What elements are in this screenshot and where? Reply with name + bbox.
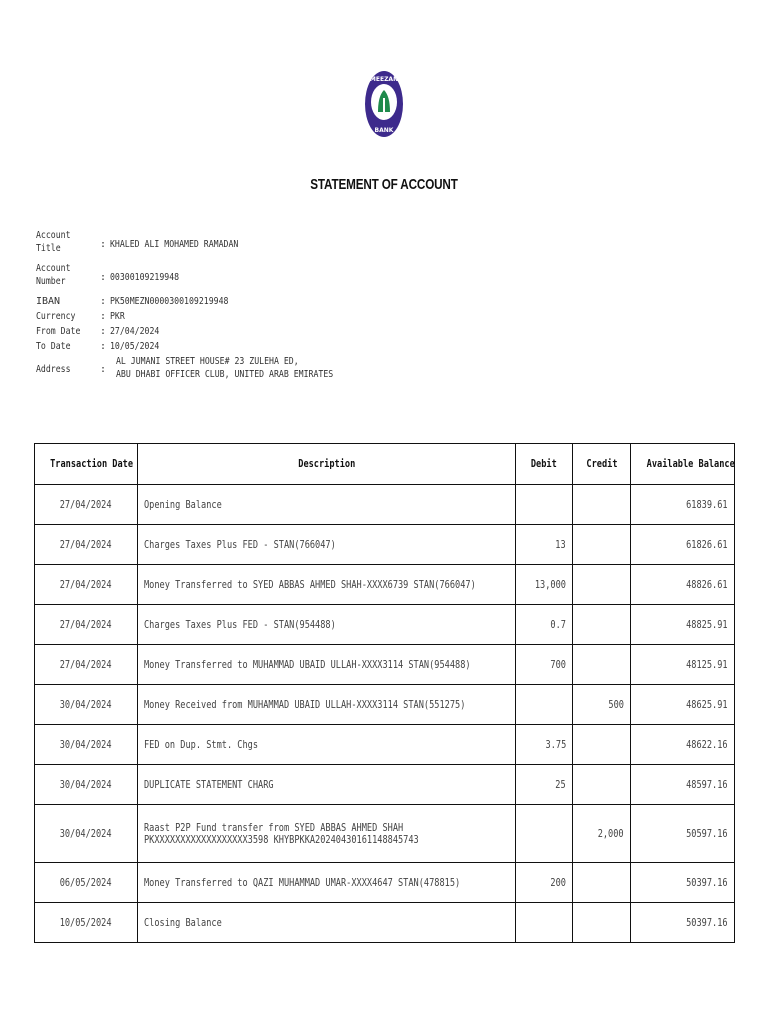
cell-description: Raast P2P Fund transfer from SYED ABBAS AHMED SHAH PKXXXXXXXXXXXXXXXXXX3598 KHYBPKKA20240430161148845743 [138, 805, 516, 863]
table-row [35, 765, 735, 805]
cell-credit [573, 863, 631, 903]
cell-credit [573, 565, 631, 605]
cell-date: 27/04/2024 [35, 645, 138, 685]
table-row [35, 565, 735, 605]
cell-balance: 48825.91 [631, 605, 735, 645]
cell-debit [516, 685, 573, 725]
cell-credit [573, 765, 631, 805]
iban-label: IBAN [36, 296, 61, 307]
table-row [35, 725, 735, 765]
cell-debit: 0.7 [516, 605, 573, 645]
cell-description: Money Received from MUHAMMAD UBAID ULLAH-XXXX3114 STAN(551275) [138, 685, 516, 725]
cell-debit: 13 [516, 525, 573, 565]
from-date-value: 27/04/2024 [110, 326, 160, 337]
table-row [35, 685, 735, 725]
from-date-label: From Date [36, 326, 81, 337]
table-row [35, 605, 735, 645]
table-row [35, 863, 735, 903]
account-title-label: Account Title [36, 230, 71, 254]
cell-date: 30/04/2024 [35, 725, 138, 765]
cell-credit [573, 903, 631, 943]
cell-balance: 48125.91 [631, 645, 735, 685]
cell-date: 27/04/2024 [35, 525, 138, 565]
logo-text-bottom: BANK [374, 127, 394, 134]
cell-debit: 13,000 [516, 565, 573, 605]
cell-debit [516, 805, 573, 863]
header-credit: Credit [573, 444, 631, 485]
cell-description: Charges Taxes Plus FED - STAN(766047) [138, 525, 516, 565]
cell-date: 27/04/2024 [35, 565, 138, 605]
header-description: Description [138, 444, 516, 485]
table-row [35, 485, 735, 525]
table-row [35, 645, 735, 685]
cell-balance: 61839.61 [631, 485, 735, 525]
cell-balance: 50397.16 [631, 863, 735, 903]
cell-description: Charges Taxes Plus FED - STAN(954488) [138, 605, 516, 645]
address-value: AL JUMANI STREET HOUSE# 23 ZULEHA ED, ABU DHABI OFFICER CLUB, UNITED ARAB EMIRATES [116, 356, 334, 380]
cell-balance: 48625.91 [631, 685, 735, 725]
cell-debit: 25 [516, 765, 573, 805]
cell-credit [573, 605, 631, 645]
cell-credit [573, 485, 631, 525]
cell-debit [516, 903, 573, 943]
iban-value: PK50MEZN0000300109219948 [110, 296, 229, 307]
table-header-row [35, 444, 735, 485]
header-available-balance: Available Balance [631, 444, 735, 485]
header-transaction-date: Transaction Date [35, 444, 138, 485]
table-row [35, 525, 735, 565]
cell-balance: 48597.16 [631, 765, 735, 805]
cell-description: Closing Balance [138, 903, 516, 943]
cell-balance: 50597.16 [631, 805, 735, 863]
cell-description: DUPLICATE STATEMENT CHARG [138, 765, 516, 805]
to-date-label: To Date [36, 341, 71, 352]
cell-credit [573, 525, 631, 565]
currency-label: Currency [36, 311, 76, 322]
logo-text-top: MEEZAN [369, 76, 399, 83]
cell-date: 10/05/2024 [35, 903, 138, 943]
cell-description: FED on Dup. Stmt. Chgs [138, 725, 516, 765]
cell-description: Money Transferred to MUHAMMAD UBAID ULLAH-XXXX3114 STAN(954488) [138, 645, 516, 685]
cell-date: 06/05/2024 [35, 863, 138, 903]
cell-credit: 500 [573, 685, 631, 725]
cell-balance: 50397.16 [631, 903, 735, 943]
cell-debit: 200 [516, 863, 573, 903]
cell-credit [573, 725, 631, 765]
cell-description: Money Transferred to QAZI MUHAMMAD UMAR-XXXX4647 STAN(478815) [138, 863, 516, 903]
table-row [35, 903, 735, 943]
page-title: STATEMENT OF ACCOUNT [310, 176, 458, 193]
cell-debit: 3.75 [516, 725, 573, 765]
account-number-value: 00300109219948 [110, 272, 180, 283]
cell-description: Money Transferred to SYED ABBAS AHMED SHAH-XXXX6739 STAN(766047) [138, 565, 516, 605]
cell-debit [516, 485, 573, 525]
cell-balance: 61826.61 [631, 525, 735, 565]
cell-date: 27/04/2024 [35, 485, 138, 525]
address-label: Address [36, 364, 71, 375]
header-debit: Debit [516, 444, 573, 485]
account-title-value: KHALED ALI MOHAMED RAMADAN [110, 239, 239, 250]
cell-date: 30/04/2024 [35, 805, 138, 863]
cell-description: Opening Balance [138, 485, 516, 525]
to-date-value: 10/05/2024 [110, 341, 160, 352]
currency-value: PKR [110, 311, 125, 322]
cell-date: 30/04/2024 [35, 685, 138, 725]
transactions-table [34, 443, 735, 943]
cell-debit: 700 [516, 645, 573, 685]
cell-date: 30/04/2024 [35, 765, 138, 805]
cell-balance: 48826.61 [631, 565, 735, 605]
cell-date: 27/04/2024 [35, 605, 138, 645]
meezan-bank-logo [364, 70, 404, 138]
table-row [35, 805, 735, 863]
cell-credit: 2,000 [573, 805, 631, 863]
cell-balance: 48622.16 [631, 725, 735, 765]
account-number-label: Account Number [36, 263, 71, 287]
cell-credit [573, 645, 631, 685]
